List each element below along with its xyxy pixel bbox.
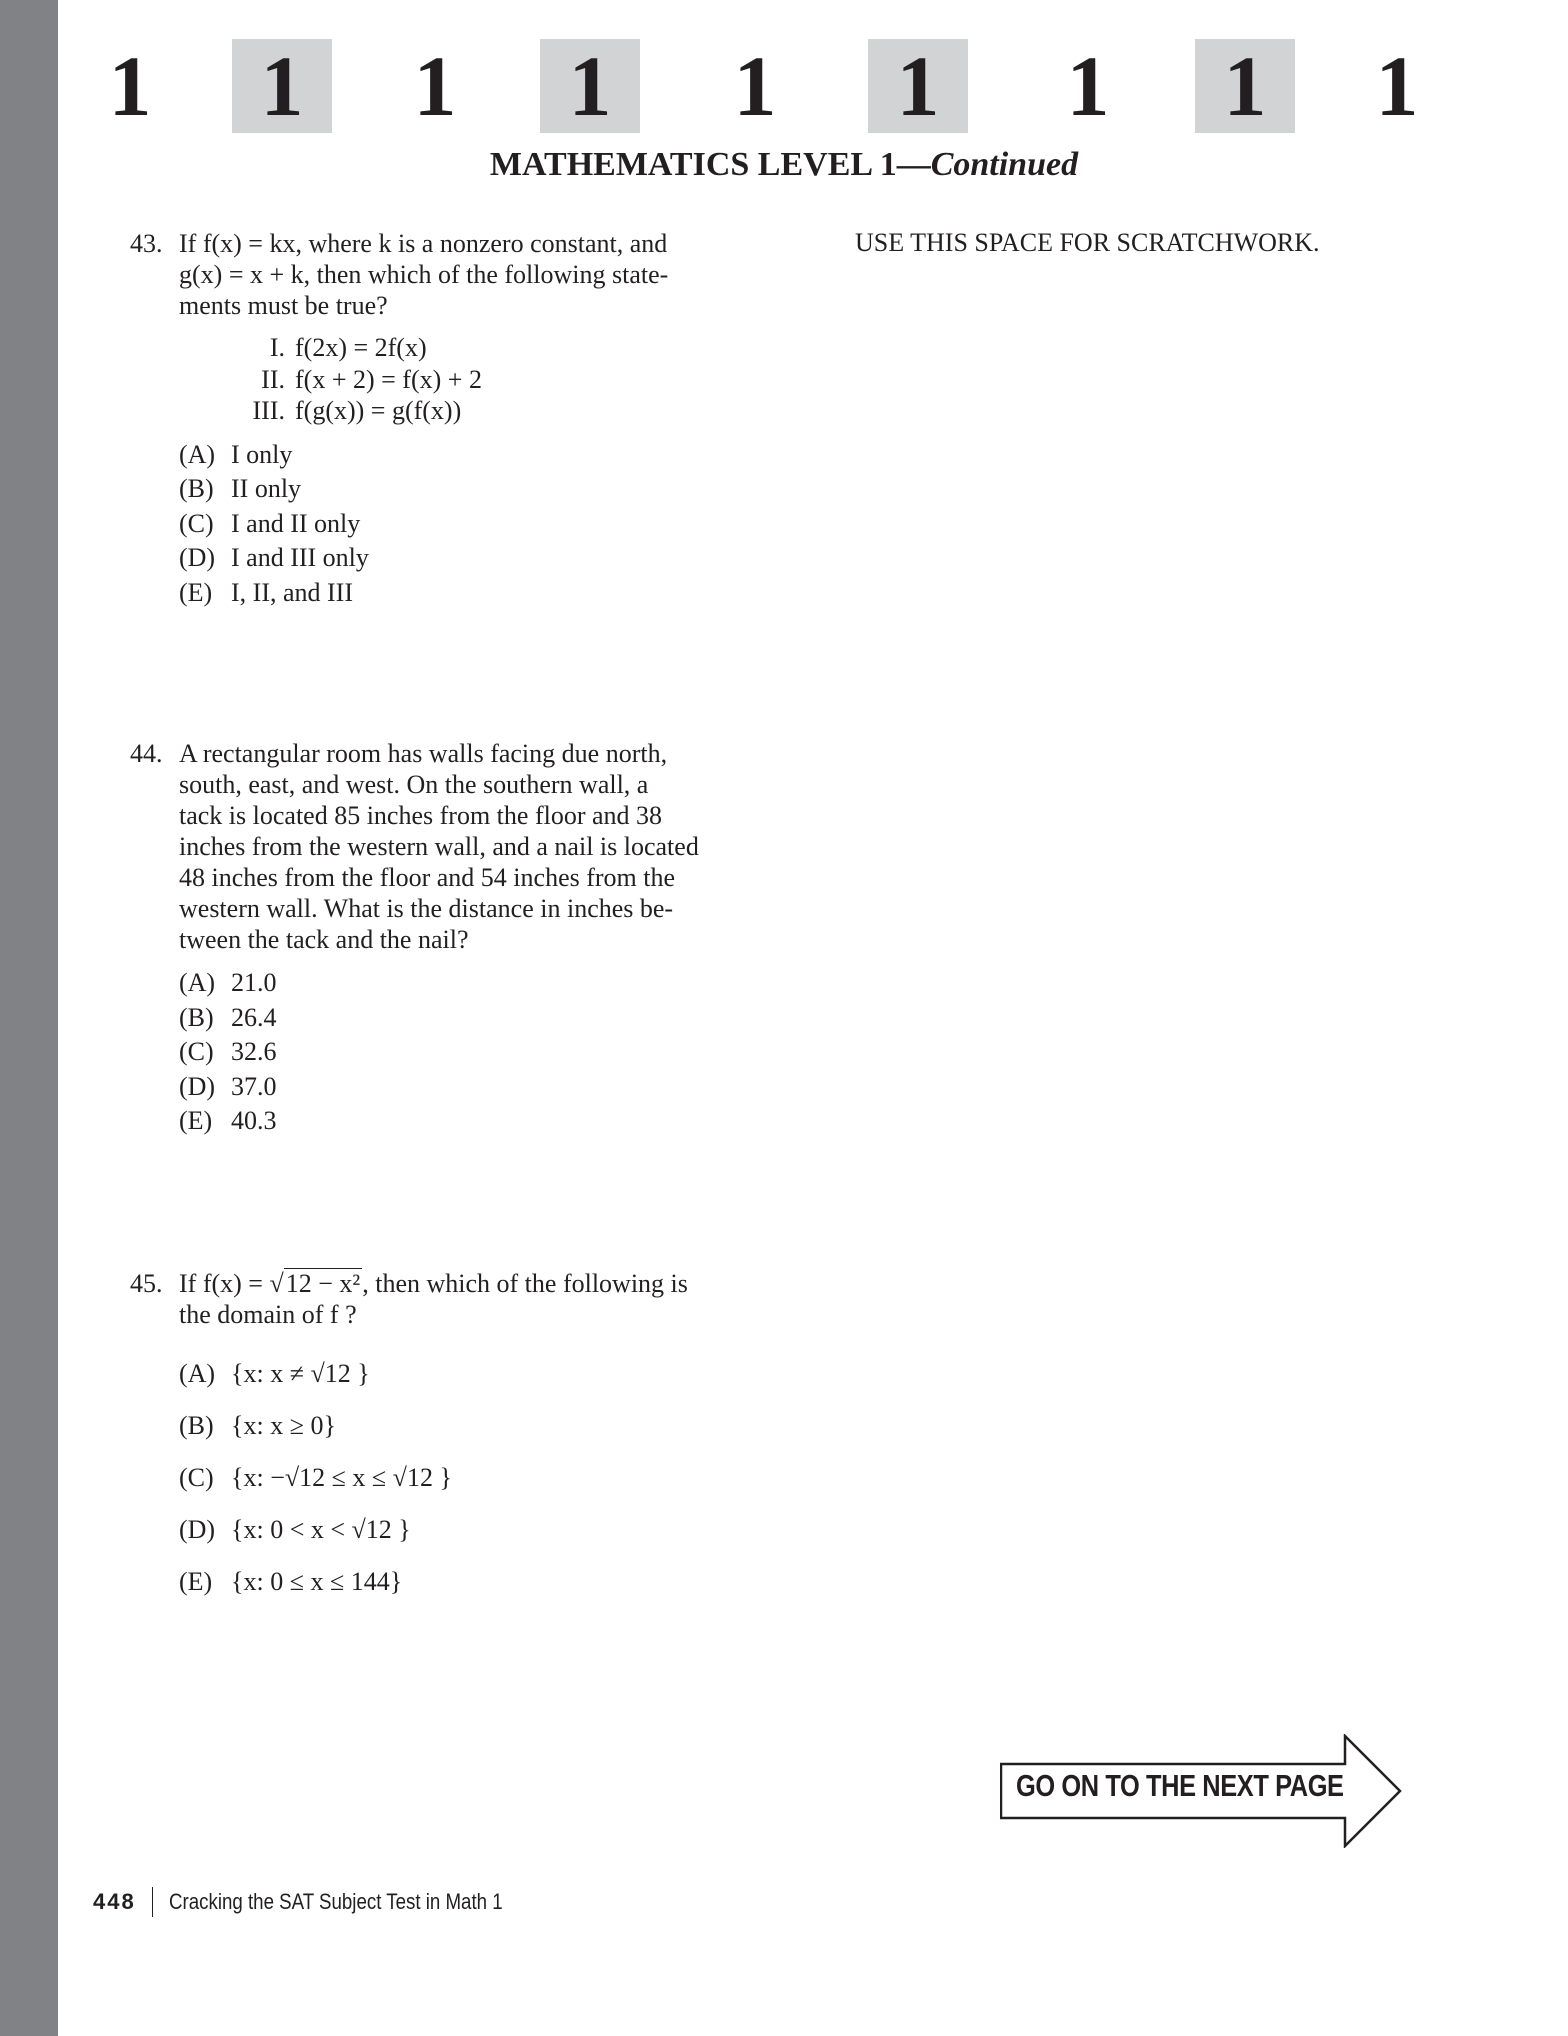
question-stem-line: south, east, and west. On the southern wall, a: [179, 770, 649, 799]
choice-text: II only: [231, 474, 302, 503]
statement-label: I.: [269, 333, 285, 362]
next-page-label: GO ON TO THE NEXT PAGE: [1016, 1768, 1344, 1803]
title-main: MATHEMATICS LEVEL 1—: [489, 146, 931, 183]
answer-choice[interactable]: [179, 1105, 760, 1140]
choice-label: (A): [179, 968, 216, 997]
choice-label: (E): [179, 577, 213, 607]
choice-text: {x: x ≥ 0}: [231, 1411, 336, 1440]
section-digit: 1: [1195, 39, 1295, 133]
question-stem-line: tween the tack and the nail?: [179, 925, 469, 954]
question-stem-line: g(x) = x + k, then which of the following state-: [179, 260, 669, 289]
answer-choice[interactable]: [179, 1002, 760, 1037]
choice-label: (E): [179, 1567, 213, 1596]
choice-label: (C): [179, 1463, 214, 1492]
answer-choice[interactable]: [179, 1514, 760, 1566]
title-continued: Continued: [930, 146, 1079, 183]
answer-choice[interactable]: [179, 439, 760, 474]
choice-text: {x: −√12 ≤ x ≤ √12 }: [231, 1463, 452, 1492]
section-digit: 1: [733, 38, 777, 134]
statement: [179, 364, 760, 396]
stem-text: If f(x) =: [179, 1269, 270, 1298]
statement-text: f(x + 2) = f(x) + 2: [295, 364, 482, 394]
statement-text: f(g(x)) = g(f(x)): [295, 396, 462, 425]
section-digit: 1: [540, 39, 640, 133]
answer-choice[interactable]: [179, 1071, 760, 1106]
scratchwork-label: USE THIS SPACE FOR SCRATCHWORK.: [855, 228, 1320, 257]
page-edge-bar: [0, 0, 58, 2036]
question-stem-line: the domain of f ?: [179, 1300, 357, 1329]
choice-text: I only: [231, 439, 293, 469]
choice-label: (A): [179, 1359, 216, 1388]
question-number: 44.: [130, 739, 163, 768]
radicand: 12 − x²: [285, 1269, 361, 1298]
answer-choice[interactable]: [179, 508, 760, 543]
answer-choice[interactable]: [179, 542, 760, 577]
statement-label: II.: [261, 364, 285, 394]
choice-label: (B): [179, 1002, 214, 1032]
footer-divider: [152, 1887, 154, 1917]
choice-label: (D): [179, 1071, 216, 1101]
section-digit: 1: [1375, 38, 1419, 134]
answer-choice[interactable]: [179, 1462, 760, 1514]
statement-label: III.: [252, 396, 285, 425]
answer-choice[interactable]: [179, 1566, 760, 1618]
book-title: Cracking the SAT Subject Test in Math 1: [169, 1889, 503, 1914]
choice-text: {x: x ≠ √12 }: [231, 1359, 370, 1388]
answer-choice[interactable]: [179, 473, 760, 508]
choice-text: 26.4: [231, 1002, 277, 1032]
question-stem-line: western wall. What is the distance in inches be-: [179, 894, 674, 923]
statement: [179, 332, 760, 364]
statement: [179, 395, 760, 427]
answer-choice[interactable]: [179, 1036, 760, 1071]
choice-text: I, II, and III: [231, 577, 353, 607]
question-43: [130, 228, 760, 611]
question-stem-line: ments must be true?: [179, 291, 388, 320]
answer-choice[interactable]: [179, 577, 760, 612]
statement-text: f(2x) = 2f(x): [295, 333, 427, 362]
choice-text: 21.0: [231, 968, 277, 997]
choice-label: (D): [179, 1515, 216, 1544]
square-root: √12 − x²: [269, 1269, 361, 1298]
answer-choice[interactable]: [179, 1410, 760, 1462]
choice-label: (D): [179, 543, 216, 572]
choice-label: (A): [179, 439, 216, 469]
question-44: [130, 738, 760, 1140]
question-stem-line: 48 inches from the floor and 54 inches from the: [179, 863, 676, 892]
question-stem-line: tack is located 85 inches from the floor and 38: [179, 801, 663, 830]
section-title: [0, 146, 1568, 184]
question-stem-line: inches from the western wall, and a nail is located: [179, 832, 699, 861]
section-digit: 1: [108, 38, 152, 134]
question-stem-line: If f(x) = kx, where k is a nonzero constant, and: [179, 229, 668, 258]
question-stem-line: [179, 1268, 760, 1299]
question-number: 45.: [130, 1269, 163, 1298]
answer-choice[interactable]: [179, 1358, 760, 1410]
choice-label: (E): [179, 1106, 213, 1135]
choice-label: (B): [179, 1411, 214, 1440]
section-digit: 1: [868, 39, 968, 133]
section-digit: 1: [232, 39, 332, 133]
choice-label: (C): [179, 1037, 214, 1066]
question-45: [130, 1268, 760, 1618]
section-digit: 1: [1066, 38, 1110, 134]
choice-text: 32.6: [231, 1037, 277, 1066]
choice-label: (B): [179, 474, 214, 503]
page-footer: [93, 1887, 562, 1917]
choice-text: 37.0: [231, 1071, 277, 1101]
choice-text: I and II only: [231, 508, 361, 538]
stem-text: , then which of the following is: [362, 1269, 688, 1298]
section-digit: 1: [413, 38, 457, 134]
answer-choice[interactable]: [179, 967, 760, 1002]
question-number: 43.: [130, 229, 163, 258]
choice-label: (C): [179, 508, 214, 538]
choice-text: {x: 0 < x < √12 }: [231, 1515, 411, 1544]
choice-text: 40.3: [231, 1106, 277, 1135]
choice-text: I and III only: [231, 543, 369, 572]
choice-text: {x: 0 ≤ x ≤ 144}: [231, 1567, 403, 1596]
page-number: 448: [93, 1889, 136, 1914]
question-stem-line: A rectangular room has walls facing due north,: [179, 739, 668, 768]
